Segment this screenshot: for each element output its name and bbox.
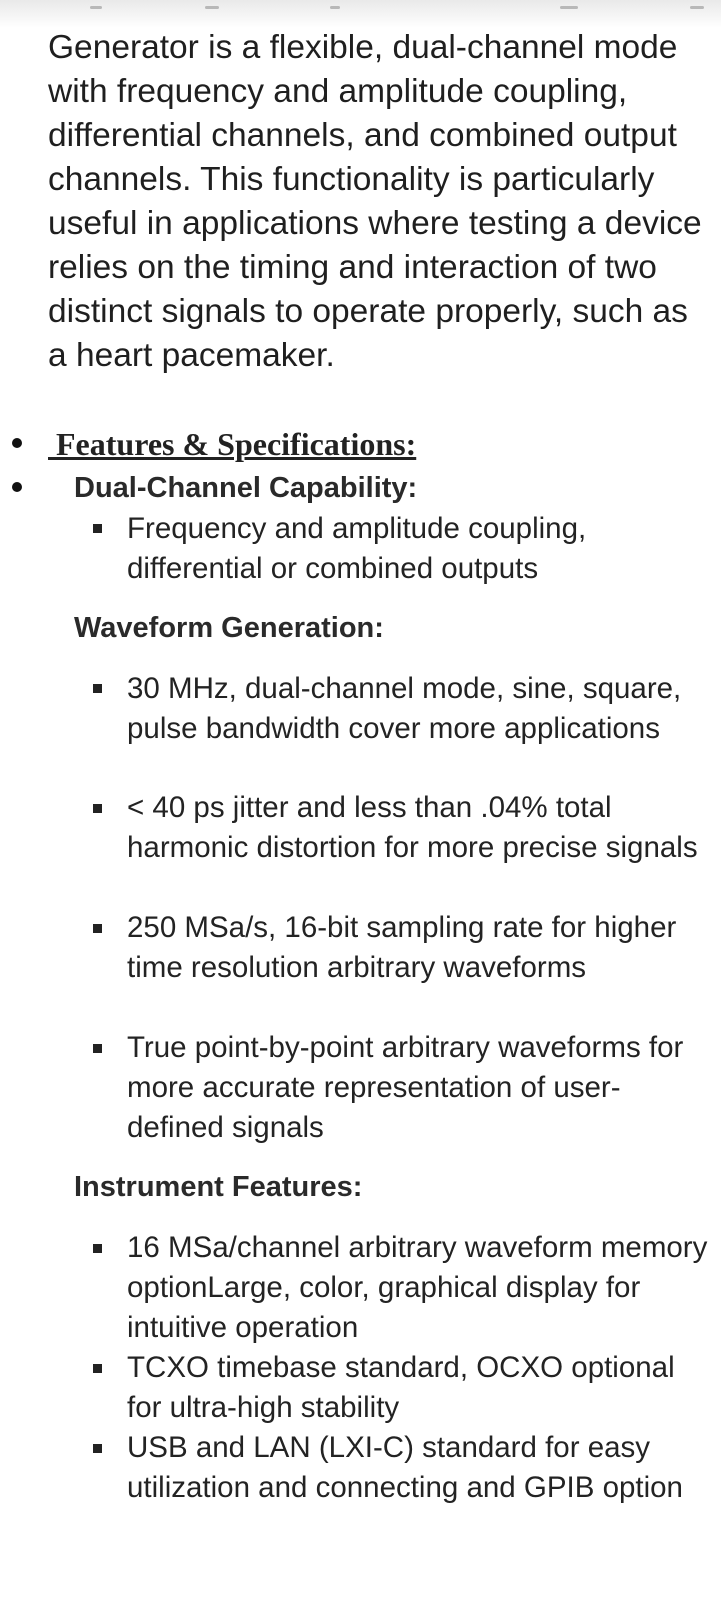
section-heading-instrument: Instrument Features: <box>74 1171 363 1203</box>
square-bullet-icon <box>93 804 102 813</box>
section-heading-dual-channel: Dual-Channel Capability: <box>74 472 418 504</box>
list-item: TCXO timebase standard, OCXO optional for ultra-high stability <box>127 1351 675 1424</box>
bullet-dot-icon <box>12 438 22 448</box>
bullet-dot-icon <box>12 482 22 492</box>
intro-paragraph: Generator is a flexible, dual-channel mode with frequency and amplitude coupling, differential channels, and combined output channels. This functionality is particularly useful in applications where testing a device relies on the timing and interaction of two distinct signals to operate properly, such as a heart pacemaker. <box>48 29 702 374</box>
list-item: 16 MSa/channel arbitrary waveform memory optionLarge, color, graphical display for intuitive operation <box>127 1231 708 1344</box>
square-bullet-icon <box>93 1044 102 1053</box>
list-item: < 40 ps jitter and less than .04% total harmonic distortion for more precise signals <box>127 791 698 864</box>
square-bullet-icon <box>93 684 102 693</box>
features-title: Features & Specifications: <box>48 426 417 462</box>
square-bullet-icon <box>93 924 102 933</box>
square-bullet-icon <box>93 1244 102 1253</box>
section-heading-waveform: Waveform Generation: <box>74 612 384 644</box>
square-bullet-icon <box>93 1364 102 1373</box>
list-item: 250 MSa/s, 16-bit sampling rate for higher time resolution arbitrary waveforms <box>127 911 677 984</box>
square-bullet-icon <box>93 524 102 533</box>
list-item: True point-by-point arbitrary waveforms for more accurate representation of user-defined signals <box>127 1031 684 1144</box>
list-item: 30 MHz, dual-channel mode, sine, square, pulse bandwidth cover more applications <box>127 672 682 745</box>
square-bullet-icon <box>93 1444 102 1453</box>
list-item: Frequency and amplitude coupling, differential or combined outputs <box>127 512 587 585</box>
clipped-previous-line <box>0 0 721 28</box>
list-item: USB and LAN (LXI-C) standard for easy utilization and connecting and GPIB option <box>127 1431 683 1504</box>
